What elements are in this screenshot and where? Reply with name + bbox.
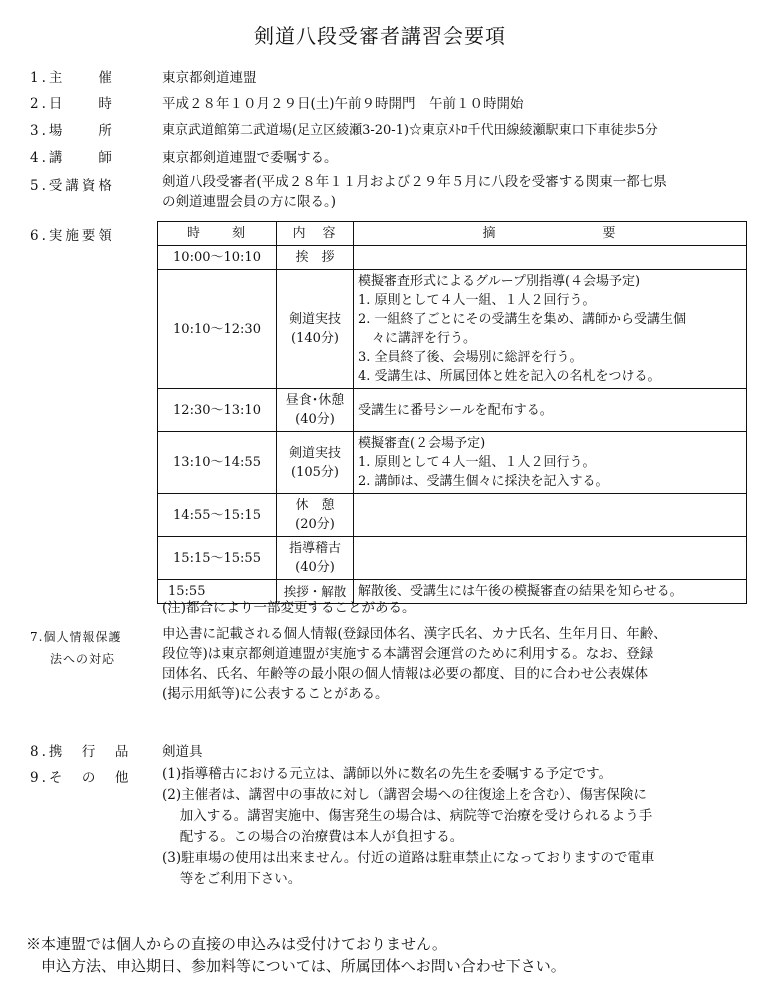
table-row xyxy=(158,537,747,580)
page-title: 剣道八段受審者講習会要項 xyxy=(254,24,506,48)
item-7-line: (掲示用紙等)に公表することがある。 xyxy=(162,686,389,702)
item-5-line: の剣道連盟会員の方に限る。) xyxy=(162,194,337,210)
row-time: 10:00～10:10 xyxy=(158,246,277,270)
item-1-value: 東京都剣道連盟 xyxy=(162,70,257,86)
summary-line: 4. 受講生は、所属団体と姓を記入の名札をつける。 xyxy=(358,369,661,384)
row-time: 15:15～15:55 xyxy=(158,537,277,580)
row-time: 10:10～12:30 xyxy=(158,270,277,389)
item-9-label: 9.そ の 他 xyxy=(30,770,132,786)
content-duration: (40分) xyxy=(295,412,335,427)
summary-line: 々に講評を行う。 xyxy=(372,331,477,346)
row-summary xyxy=(354,246,747,270)
content-duration: (20分) xyxy=(295,517,335,532)
content-label: 指導稽古 xyxy=(288,541,341,556)
content-label: 剣道実技 xyxy=(288,312,341,327)
table-row xyxy=(158,494,747,537)
item-4-value: 東京都剣道連盟で委嘱する。 xyxy=(162,150,338,166)
item-7-label: 7.個人情報保護 xyxy=(30,630,122,644)
table-row xyxy=(158,270,747,389)
header-time: 時 刻 xyxy=(158,222,277,246)
item-9-line: 等をご利用下さい。 xyxy=(162,871,302,887)
row-summary xyxy=(354,537,747,580)
item-5-label: 5.受講資格 xyxy=(30,178,115,194)
item-2-label: 2.日 時 xyxy=(30,96,115,112)
item-3-label: 3.場 所 xyxy=(30,123,115,139)
item-3-value: 東京武道館第二武道場(足立区綾瀬3-20-1)☆東京ﾒﾄﾛ千代田線綾瀬駅東口下車徒歩5分 xyxy=(162,123,658,138)
item-5-line: 剣道八段受審者(平成２８年１１月および２９年５月に八段を受審する関東一都七県 xyxy=(162,174,667,190)
item-9-line: (2)主催者は、講習中の事故に対し（講習会場への往復途上を含む）、傷害保険に xyxy=(162,787,647,803)
summary-line: 模擬審査形式によるグループ別指導(４会場予定) xyxy=(358,274,641,289)
content-duration: (40分) xyxy=(295,560,335,575)
item-1-label: 1.主 催 xyxy=(30,70,115,86)
table-row xyxy=(158,432,747,494)
item-7-line: 段位等)は東京都剣道連盟が実施する本講習会運営のために利用する。なお、登録 xyxy=(162,646,654,662)
row-content xyxy=(277,537,354,580)
table-row xyxy=(158,246,747,270)
row-summary xyxy=(354,270,747,389)
header-content: 内 容 xyxy=(277,222,354,246)
item-4-label: 4.講 師 xyxy=(30,150,115,166)
summary-line: 1. 原則として４人一組、１人２回行う。 xyxy=(358,455,596,470)
row-summary: 受講生に番号シールを配布する。 xyxy=(354,389,747,432)
item-5-value xyxy=(162,172,667,212)
summary-line: 2. 一組終了ごとにその受講生を集め、講師から受講生個 xyxy=(358,312,687,327)
item-8-value: 剣道具 xyxy=(162,744,203,760)
row-time: 13:10～14:55 xyxy=(158,432,277,494)
notice-line: 申込方法、申込期日、参加料等については、所属団体へお問い合わせ下さい。 xyxy=(26,957,566,975)
summary-line: 2. 講師は、受講生個々に採決を記入する。 xyxy=(358,474,609,489)
content-label: 昼食･休憩 xyxy=(285,393,345,408)
item-7-line: 団体名、氏名、年齢等の最小限の個人情報は必要の都度、目的に合わせ公表媒体 xyxy=(162,666,648,682)
notice xyxy=(26,933,566,977)
row-content xyxy=(277,389,354,432)
table-header-row xyxy=(158,222,747,246)
item-6-label: 6.実施要領 xyxy=(30,228,115,244)
content-label: 剣道実技 xyxy=(288,445,341,461)
content-duration: (140分) xyxy=(291,331,339,346)
item-2-value: 平成２８年１０月２９日(土)午前９時開門 午前１０時開始 xyxy=(162,96,524,112)
row-summary xyxy=(354,494,747,537)
row-summary: 解散後、受講生には午後の模擬審査の結果を知らせる。 xyxy=(354,580,747,604)
item-7-label-2: 法への対応 xyxy=(50,652,116,666)
item-7-line: 申込書に記載される個人情報(登録団体名、漢字氏名、カナ氏名、生年月日、年齢、 xyxy=(162,626,667,642)
item-8-label: 8.携 行 品 xyxy=(30,744,132,760)
item-7-text xyxy=(162,624,667,704)
schedule-table xyxy=(157,221,747,604)
row-content xyxy=(277,494,354,537)
row-time: 15:55 xyxy=(158,580,277,604)
item-9-text xyxy=(162,764,654,890)
row-content: 挨 拶 xyxy=(277,246,354,270)
item-9-line: (3)駐車場の使用は出来ません。付近の道路は駐車禁止になっておりますので電車 xyxy=(162,850,655,866)
content-label: 休 憩 xyxy=(295,498,335,513)
table-row xyxy=(158,389,747,432)
row-time: 12:30～13:10 xyxy=(158,389,277,432)
summary-line: 3. 全員終了後、会場別に総評を行う。 xyxy=(358,350,583,365)
row-content: 挨拶・解散 xyxy=(277,580,354,604)
summary-line: 1. 原則として４人一組、１人２回行う。 xyxy=(358,293,596,308)
content-duration: (105分) xyxy=(291,464,339,480)
header-summary: 摘 要 xyxy=(354,222,747,246)
row-summary xyxy=(354,432,747,494)
row-time: 14:55～15:15 xyxy=(158,494,277,537)
notice-line: ※本連盟では個人からの直接の申込みは受付けておりません。 xyxy=(26,935,447,953)
row-content xyxy=(277,270,354,389)
item-9-line: 加入する。講習実施中、傷害発生の場合は、病院等で治療を受けられるよう手 xyxy=(162,808,653,824)
summary-line: 模擬審査(２会場予定) xyxy=(358,436,486,451)
item-9-line: (1)指導稽古における元立は、講師以外に数名の先生を委嘱する予定です。 xyxy=(162,766,613,782)
item-9-line: 配する。この場合の治療費は本人が負担する。 xyxy=(162,829,464,845)
schedule-note: (注)都合により一部変更することがある。 xyxy=(162,600,416,616)
row-content xyxy=(277,432,354,494)
